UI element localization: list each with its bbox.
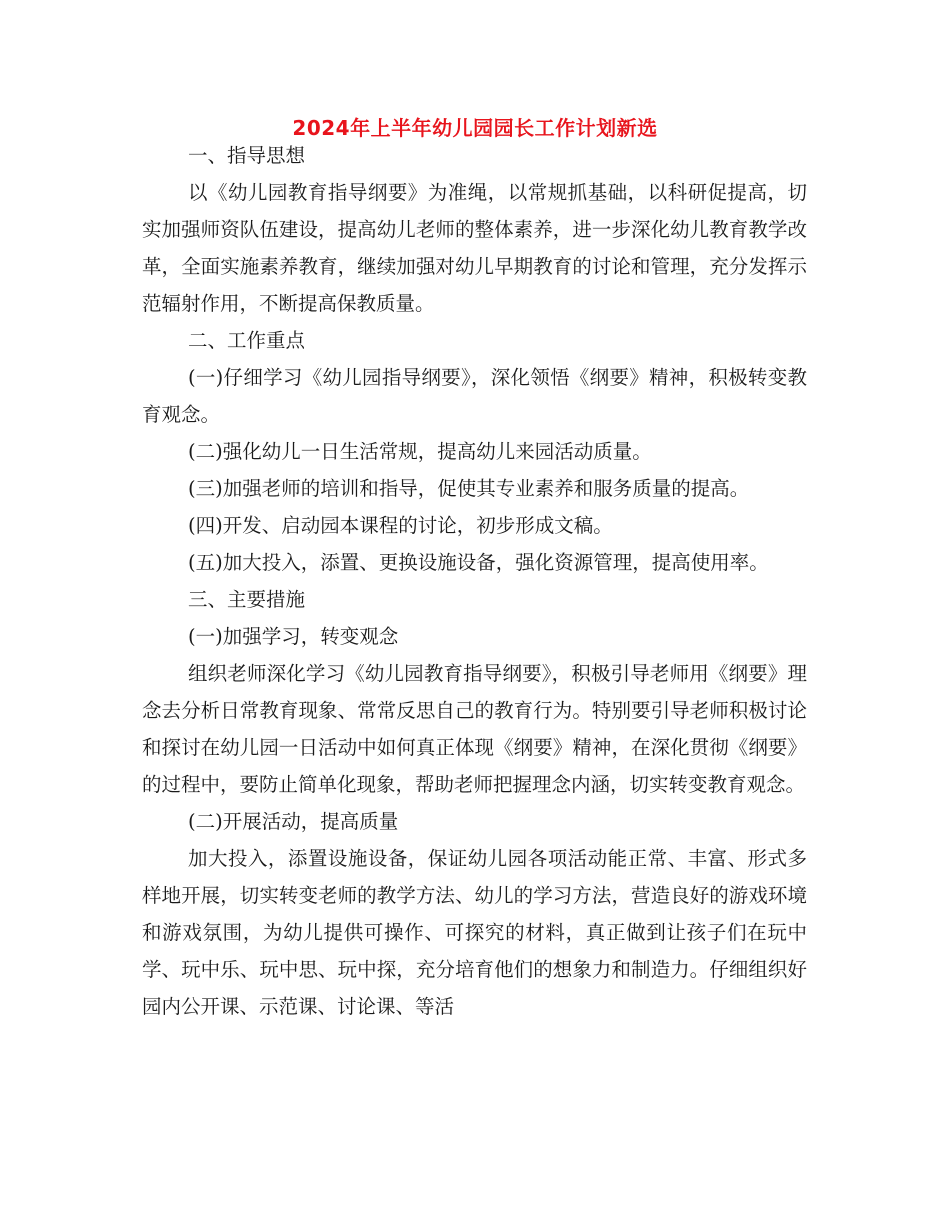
- paragraph-measure-1: 组织老师深化学习《幼儿园教育指导纲要》，积极引导老师用《纲要》理念去分析日常教育现象、常常反思自己的教育行为。特别要引导老师积极讨论和探讨在幼儿园一日活动中如何真正体现《纲要》精神，在深化贯彻《纲要》的过程中，要防止简单化现象，帮助老师把握理念内涵，切实转变教育观念。: [142, 662, 807, 796]
- document-body: [142, 137, 807, 1025]
- subheading-measure-2: (二)开展活动，提高质量: [188, 810, 399, 833]
- list-item-focus-1: (一)仔细学习《幼儿园指导纲要》，深化领悟《纲要》精神，积极转变教育观念。: [142, 366, 807, 426]
- document-title: 2024年上半年幼儿园园长工作计划新选: [292, 116, 658, 140]
- subheading-measure-1: (一)加强学习，转变观念: [188, 625, 399, 648]
- list-item-focus-2: (二)强化幼儿一日生活常规，提高幼儿来园活动质量。: [188, 440, 652, 463]
- list-item-focus-5: (五)加大投入，添置、更换设施设备，强化资源管理，提高使用率。: [188, 551, 769, 574]
- section-heading-guiding-thought: 一、指导思想: [188, 144, 306, 167]
- list-item-focus-4: (四)开发、启动园本课程的讨论，初步形成文稿。: [188, 514, 613, 537]
- section-heading-main-measures: 三、主要措施: [188, 588, 306, 611]
- list-item-focus-3: (三)加强老师的培训和指导，促使其专业素养和服务质量的提高。: [188, 477, 750, 500]
- section-heading-work-focus: 二、工作重点: [188, 329, 306, 352]
- paragraph-guiding-thought: 以《幼儿园教育指导纲要》为准绳，以常规抓基础，以科研促提高，切实加强师资队伍建设，提高幼儿老师的整体素养，进一步深化幼儿教育教学改革，全面实施素养教育，继续加强对幼儿早期教育的讨论和管理，充分发挥示范辐射作用，不断提高保教质量。: [142, 181, 807, 315]
- paragraph-measure-2: 加大投入，添置设施设备，保证幼儿园各项活动能正常、丰富、形式多样地开展，切实转变老师的教学方法、幼儿的学习方法，营造良好的游戏环境和游戏氛围，为幼儿提供可操作、可探究的材料，真正做到让孩子们在玩中学、玩中乐、玩中思、玩中探，充分培育他们的想象力和制造力。仔细组织好园内公开课、示范课、讨论课、等活: [142, 847, 807, 1018]
